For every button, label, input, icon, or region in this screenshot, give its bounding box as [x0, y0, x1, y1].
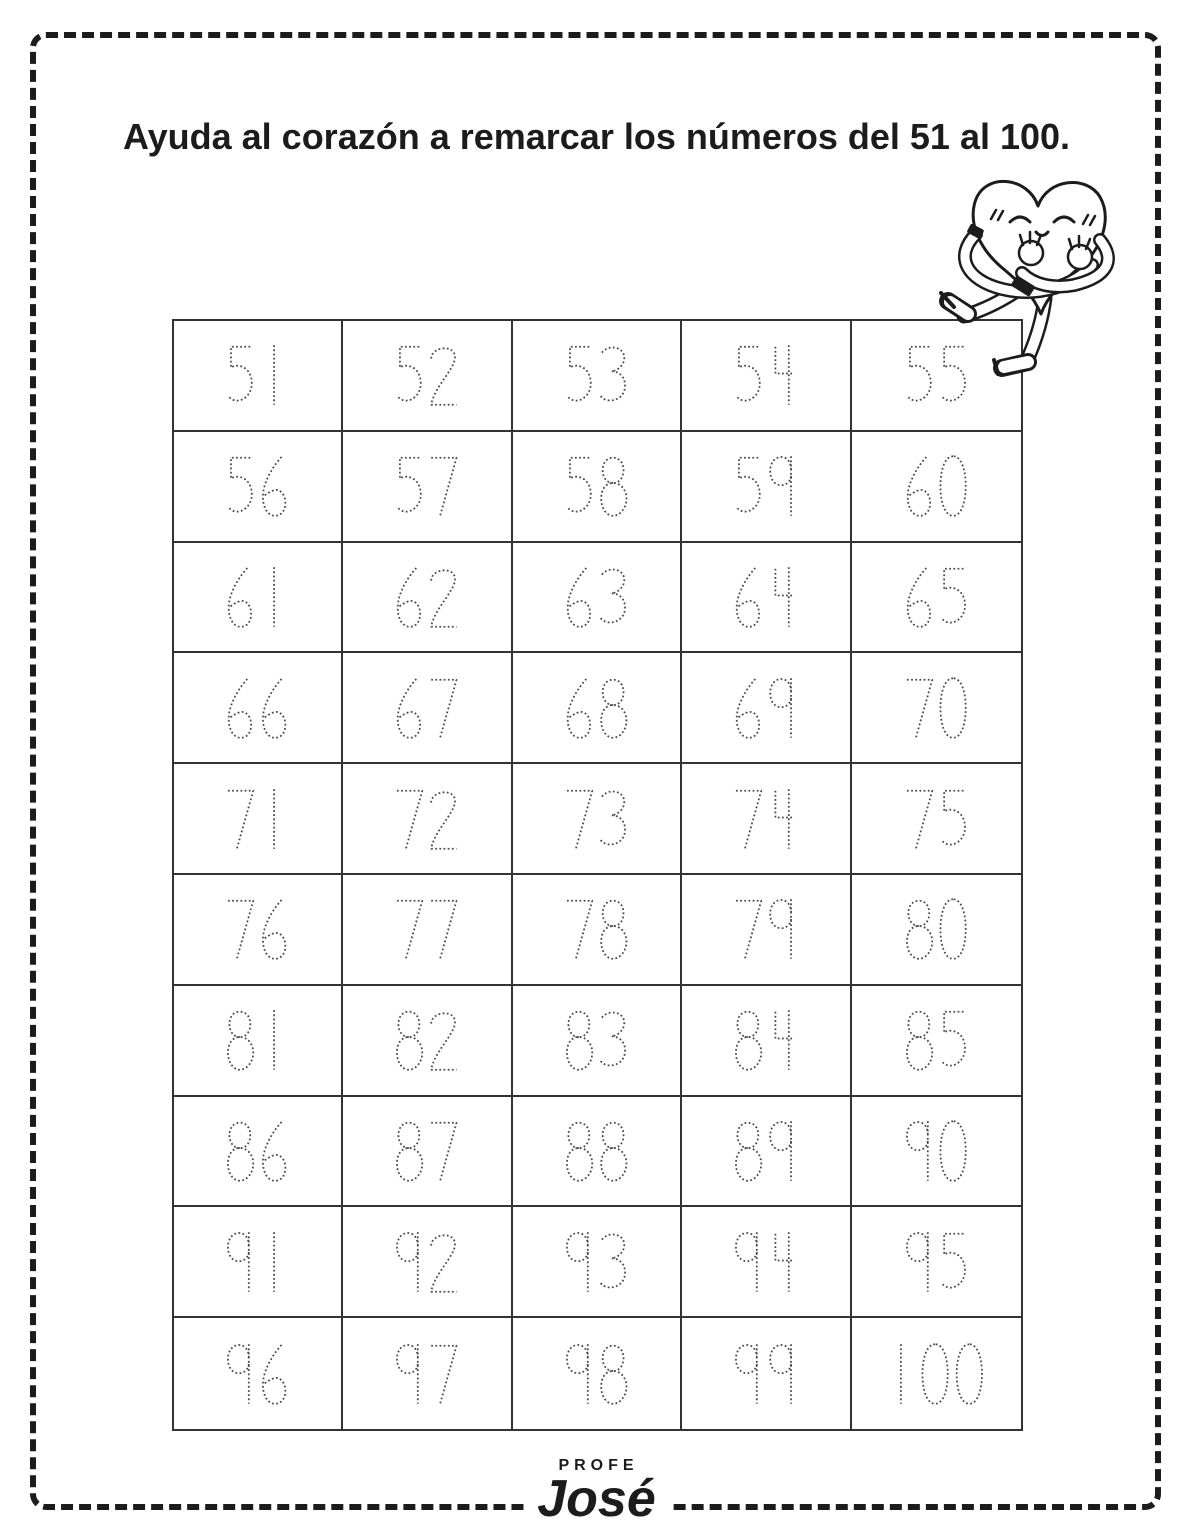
- dotted-number: [561, 1342, 632, 1406]
- trace-number-cell: [174, 1207, 343, 1318]
- logo-jose-text: José: [537, 1470, 656, 1528]
- dotted-number: [561, 897, 632, 961]
- dotted-number: [561, 676, 632, 740]
- dotted-number: [901, 565, 972, 629]
- dotted-number: [730, 787, 801, 851]
- dotted-number: [730, 897, 801, 961]
- dotted-number: [391, 676, 462, 740]
- trace-number-cell: [343, 875, 512, 986]
- trace-number-cell: [513, 1097, 682, 1208]
- dotted-number: [730, 565, 801, 629]
- trace-number-cell: [174, 1097, 343, 1208]
- dotted-number: [730, 1342, 801, 1406]
- dotted-number: [391, 897, 462, 961]
- dotted-number: [391, 565, 462, 629]
- trace-number-cell: [682, 1097, 851, 1208]
- dotted-number: [901, 897, 972, 961]
- trace-number-cell: [682, 986, 851, 1097]
- profe-jose-logo: [523, 1458, 670, 1529]
- trace-number-cell: [513, 764, 682, 875]
- dotted-number: [561, 787, 632, 851]
- trace-number-cell: [343, 1318, 512, 1429]
- dotted-number: [391, 1342, 462, 1406]
- dotted-number: [222, 454, 293, 518]
- trace-number-cell: [682, 543, 851, 654]
- trace-number-cell: [513, 653, 682, 764]
- trace-number-cell: [852, 764, 1021, 875]
- trace-number-cell: [174, 653, 343, 764]
- trace-number-cell: [852, 432, 1021, 543]
- dotted-number: [901, 454, 972, 518]
- dotted-number: [222, 1119, 293, 1183]
- trace-number-cell: [852, 653, 1021, 764]
- dotted-number: [561, 343, 632, 407]
- dotted-number: [561, 1119, 632, 1183]
- dotted-number: [730, 1230, 801, 1294]
- trace-number-cell: [852, 1207, 1021, 1318]
- trace-number-cell: [513, 986, 682, 1097]
- dotted-number: [730, 343, 801, 407]
- dotted-number: [561, 454, 632, 518]
- trace-number-cell: [682, 432, 851, 543]
- dotted-number: [391, 343, 462, 407]
- trace-number-cell: [513, 1207, 682, 1318]
- trace-number-cell: [343, 764, 512, 875]
- trace-number-cell: [343, 1207, 512, 1318]
- trace-number-cell: [682, 764, 851, 875]
- logo-profe-text: PROFE: [558, 1457, 639, 1474]
- page-title: Ayuda al corazón a remarcar los números del 51 al 100.: [122, 116, 1071, 158]
- dotted-number: [901, 1230, 972, 1294]
- dotted-number: [730, 454, 801, 518]
- heart-hug-icon: [928, 160, 1154, 392]
- trace-number-cell: [343, 321, 512, 432]
- trace-number-cell: [682, 875, 851, 986]
- trace-number-cell: [174, 875, 343, 986]
- dotted-number: [222, 897, 293, 961]
- dotted-number: [730, 676, 801, 740]
- dotted-number: [391, 454, 462, 518]
- trace-number-cell: [682, 653, 851, 764]
- trace-number-cell: [513, 321, 682, 432]
- trace-number-cell: [852, 875, 1021, 986]
- dotted-number: [222, 787, 293, 851]
- trace-number-cell: [174, 321, 343, 432]
- dotted-number: [901, 1119, 972, 1183]
- dotted-number: [391, 1230, 462, 1294]
- trace-number-cell: [852, 543, 1021, 654]
- trace-number-cell: [343, 432, 512, 543]
- trace-number-cell: [682, 321, 851, 432]
- trace-number-cell: [174, 764, 343, 875]
- trace-number-cell: [513, 875, 682, 986]
- heart-character-illustration: [928, 160, 1154, 392]
- dotted-number: [561, 1230, 632, 1294]
- dotted-number: [901, 676, 972, 740]
- dotted-number: [901, 1008, 972, 1072]
- dotted-number: [883, 1342, 989, 1406]
- trace-number-cell: [682, 1318, 851, 1429]
- trace-number-cell: [513, 1318, 682, 1429]
- dotted-number: [222, 1008, 293, 1072]
- trace-number-cell: [174, 1318, 343, 1429]
- number-grid: [172, 319, 1023, 1431]
- trace-number-cell: [852, 1097, 1021, 1208]
- trace-number-cell: [852, 1318, 1021, 1429]
- trace-number-cell: [343, 986, 512, 1097]
- trace-number-cell: [343, 543, 512, 654]
- trace-number-cell: [343, 1097, 512, 1208]
- dotted-number: [561, 565, 632, 629]
- trace-number-cell: [852, 986, 1021, 1097]
- trace-number-cell: [513, 432, 682, 543]
- dotted-number: [730, 1119, 801, 1183]
- dotted-number: [222, 1230, 293, 1294]
- dotted-number: [730, 1008, 801, 1072]
- trace-number-cell: [174, 432, 343, 543]
- dotted-number: [222, 676, 293, 740]
- trace-number-cell: [343, 653, 512, 764]
- dotted-number: [222, 565, 293, 629]
- dotted-number: [561, 1008, 632, 1072]
- dotted-number: [391, 1119, 462, 1183]
- dotted-number: [222, 1342, 293, 1406]
- trace-number-cell: [174, 986, 343, 1097]
- trace-number-cell: [682, 1207, 851, 1318]
- dotted-number: [222, 343, 293, 407]
- dotted-number: [391, 1008, 462, 1072]
- trace-number-cell: [513, 543, 682, 654]
- trace-number-cell: [174, 543, 343, 654]
- dotted-number: [901, 787, 972, 851]
- dotted-number: [391, 787, 462, 851]
